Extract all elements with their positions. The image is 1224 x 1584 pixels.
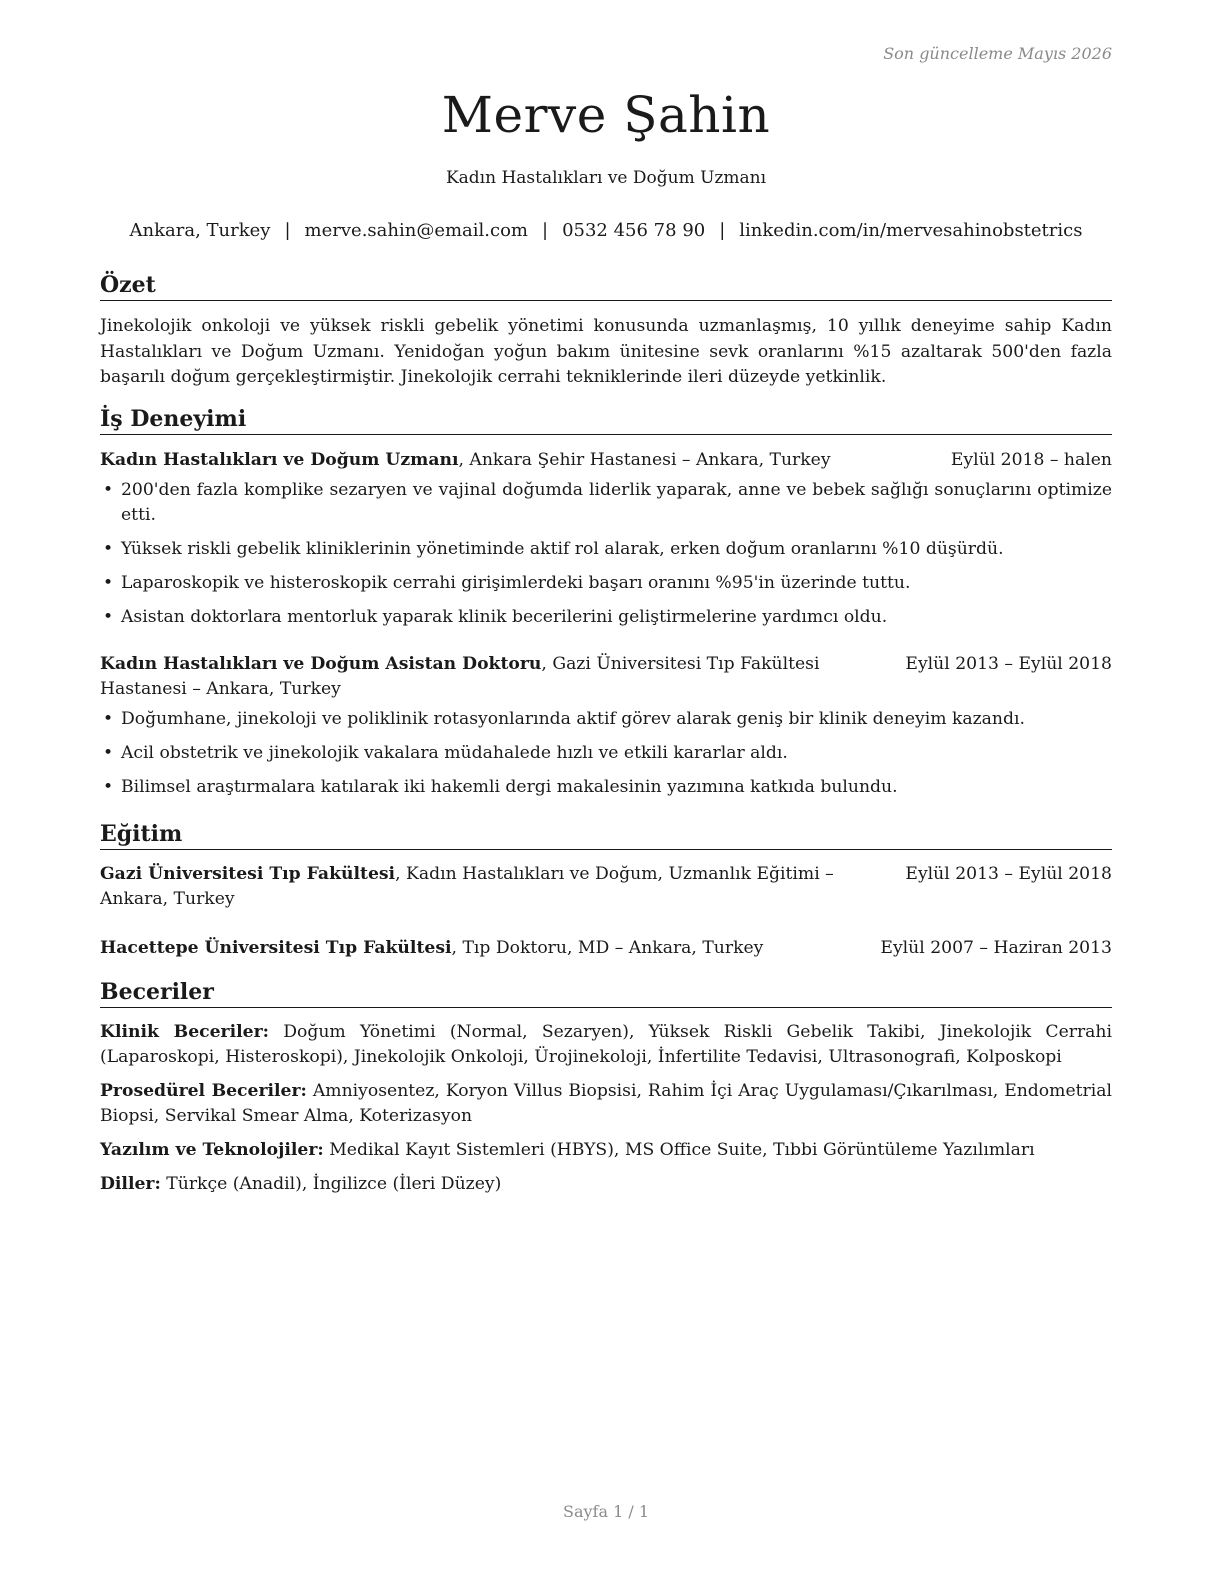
skill-value: Amniyosentez, Koryon Villus Biopsisi, Rahim İçi Araç Uygulaması/Çıkarılması, Endometrial Biopsi, Servikal Smear Alma, Koterizasyon xyxy=(100,1081,1112,1126)
list-item: • Asistan doktorlara mentorluk yaparak klinik becerilerini geliştirmelerine yardımcı oldu. xyxy=(100,605,1112,630)
bullet-icon: • xyxy=(103,607,114,627)
list-item: • Bilimsel araştırmalara katılarak iki hakemli dergi makalesinin yazımına katkıda bulundu. xyxy=(100,775,1112,800)
page-number: Sayfa 1 / 1 xyxy=(562,1502,649,1521)
skill-value: Medikal Kayıt Sistemleri (HBYS), MS Office Suite, Tıbbi Görüntüleme Yazılımları xyxy=(323,1140,1035,1160)
skill-value: Türkçe (Anadil), İngilizce (İleri Düzey) xyxy=(160,1174,502,1194)
section-heading-skills: Beceriler xyxy=(100,978,1112,1008)
section-heading-experience: İş Deneyimi xyxy=(100,405,1112,435)
last-updated: Son güncelleme Mayıs 2026 xyxy=(883,44,1112,63)
candidate-title: Kadın Hastalıkları ve Doğum Uzmanı xyxy=(445,168,767,188)
skill-row xyxy=(100,1172,1112,1197)
degree-detail: , Tıp Doktoru, MD – Ankara, Turkey xyxy=(451,938,764,958)
job-title: Kadın Hastalıkları ve Doğum Asistan Doktoru xyxy=(100,654,542,674)
section-heading-education: Eğitim xyxy=(100,820,1112,850)
skill-value: Doğum Yönetimi (Normal, Sezaryen), Yüksek Riskli Gebelik Takibi, Jinekolojik Cerrahi (Laparoskopi, Histeroskopi), Jinekolojik Onkoloji, Ürojinekoloji, İnfertilite Tedavisi, Ultrasonografi, Kolposkopi xyxy=(100,1022,1112,1067)
school-name: Gazi Üniversitesi Tıp Fakültesi xyxy=(100,864,396,884)
skill-row xyxy=(100,1138,1112,1163)
bullet-icon: • xyxy=(103,709,114,729)
skill-label: Yazılım ve Teknolojiler: xyxy=(100,1140,324,1160)
skill-row xyxy=(100,1079,1112,1129)
list-item: • 200'den fazla komplike sezaryen ve vajinal doğumda liderlik yaparak, anne ve bebek sağlığı sonuçlarını optimize etti. xyxy=(103,480,1112,525)
contact-line xyxy=(100,220,1112,241)
candidate-name: Merve Şahin xyxy=(441,86,771,144)
bullet-icon: • xyxy=(103,573,114,593)
skill-label: Diller: xyxy=(100,1174,161,1194)
job-title: Kadın Hastalıkları ve Doğum Uzmanı xyxy=(100,450,459,470)
list-item: • Doğumhane, jinekoloji ve poliklinik rotasyonlarında aktif görev alarak geniş bir klinik deneyim kazandı. xyxy=(100,707,1112,732)
resume-page xyxy=(100,0,1112,1584)
degree-detail: , Kadın Hastalıkları ve Doğum, Uzmanlık Eğitimi – Ankara, Turkey xyxy=(100,864,834,909)
education-dates: Eylül 2013 – Eylül 2018 xyxy=(905,864,1112,884)
job-dates: Eylül 2013 – Eylül 2018 xyxy=(905,654,1112,674)
education-dates: Eylül 2007 – Haziran 2013 xyxy=(880,938,1112,958)
bullet-icon: • xyxy=(103,777,114,797)
skill-label: Prosedürel Beceriler: xyxy=(100,1081,307,1101)
skill-label: Klinik Beceriler: xyxy=(100,1022,269,1042)
bullet-icon: • xyxy=(103,539,114,559)
job-organization: , Gazi Üniversitesi Tıp Fakültesi Hastanesi – Ankara, Turkey xyxy=(100,654,820,699)
contact-location: Ankara, Turkey xyxy=(129,220,271,241)
list-item: • Yüksek riskli gebelik kliniklerinin yönetiminde aktif rol alarak, erken doğum oranlarını %10 düşürdü. xyxy=(100,537,1112,562)
summary-text: Jinekolojik onkoloji ve yüksek riskli gebelik yönetimi konusunda uzmanlaşmış, 10 yıllık deneyime sahip Kadın Hastalıkları ve Doğum Uzmanı. Yenidoğan yoğun bakım ünitesine sevk oranlarını %15 azaltarak 500'den fazla başarılı doğum gerçekleştirmiştir. Jinekolojik cerrahi tekniklerinde ileri düzeyde yetkinlik. xyxy=(100,316,1112,387)
job-dates: Eylül 2018 – halen xyxy=(950,450,1112,470)
job-header xyxy=(100,652,1112,702)
job-bullets xyxy=(100,707,1112,809)
list-item: • Laparoskopik ve histeroskopik cerrahi girişimlerdeki başarı oranını %95'in üzerinde tuttu. xyxy=(100,571,1112,596)
bullet-icon: • xyxy=(103,743,114,763)
list-item: • Acil obstetrik ve jinekolojik vakalara müdahalede hızlı ve etkili kararlar aldı. xyxy=(100,741,1112,766)
contact-phone[interactable]: 0532 456 78 90 xyxy=(562,220,706,241)
education-item xyxy=(100,936,1112,961)
contact-separator: | xyxy=(284,220,291,241)
bullet-icon: • xyxy=(103,480,114,500)
section-heading-summary: Özet xyxy=(100,271,1112,301)
school-name: Hacettepe Üniversitesi Tıp Fakültesi xyxy=(100,938,452,958)
contact-email[interactable]: merve.sahin@email.com xyxy=(304,220,528,241)
education-item xyxy=(100,862,1112,912)
job-organization: , Ankara Şehir Hastanesi – Ankara, Turkey xyxy=(458,450,831,470)
skill-row xyxy=(100,1020,1112,1070)
job-header xyxy=(100,448,1112,473)
job-bullets xyxy=(100,478,1112,639)
contact-separator: | xyxy=(719,220,726,241)
contact-separator: | xyxy=(542,220,549,241)
contact-linkedin[interactable]: linkedin.com/in/mervesahinobstetrics xyxy=(739,220,1083,241)
